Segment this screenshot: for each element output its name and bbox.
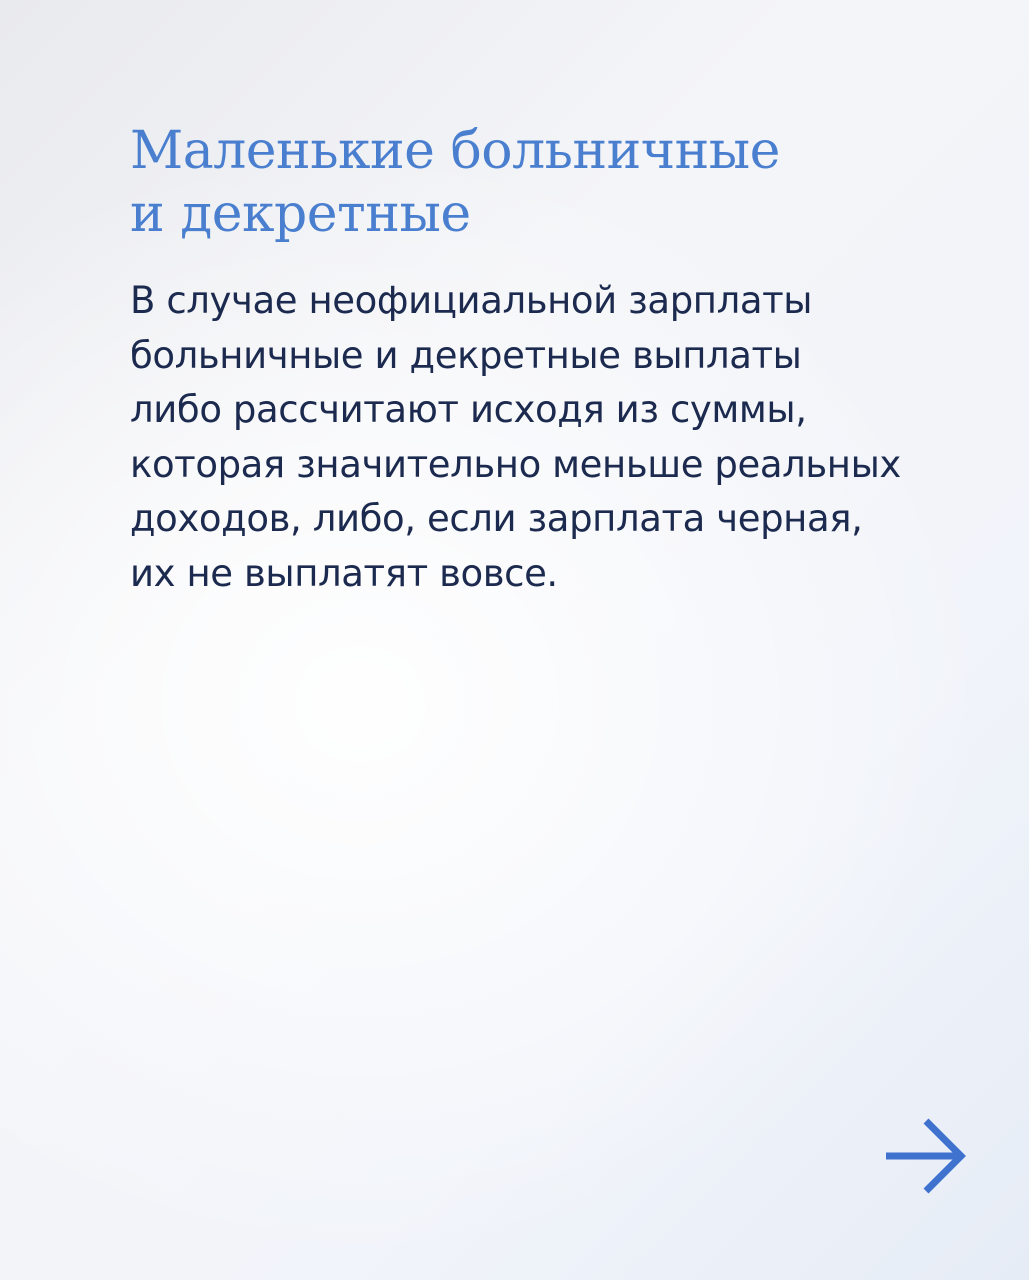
body-line-3: либо рассчитают исходя из суммы,: [130, 388, 807, 431]
body-line-4: которая значительно меньше реальных: [130, 442, 901, 486]
body-line-2: больничные и декретные выплаты: [130, 333, 802, 377]
slide-title: [130, 120, 950, 246]
arrow-right-icon: [884, 1116, 968, 1196]
slide-title-line-1: Маленькие больничные: [130, 121, 780, 181]
slide-body-text: [130, 274, 990, 601]
body-line-5: доходов, либо, если зарплата черная,: [130, 497, 863, 540]
body-line-6: их не выплатят вовсе.: [130, 551, 558, 595]
body-line-1: В случае неофициальной зарплаты: [130, 279, 813, 322]
slide-title-line-2: и декретные: [130, 184, 471, 244]
next-slide-button[interactable]: [884, 1116, 968, 1196]
